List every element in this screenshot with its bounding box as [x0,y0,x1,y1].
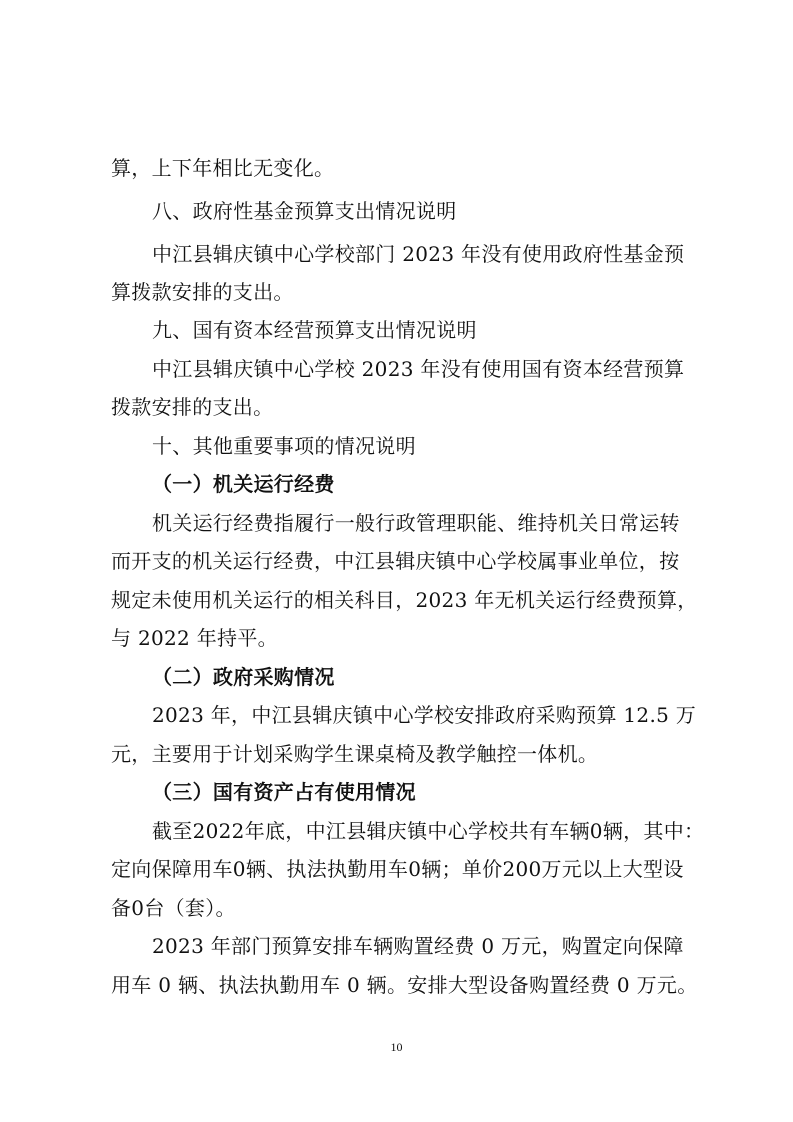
subsection-heading-1: （一）机关运行经费 [152,472,335,496]
paragraph-line: 机关运行经费指履行一般行政管理职能、维持机关日常运转 [152,511,680,535]
paragraph-line: 元，主要用于计划采购学生课桌椅及教学触控一体机。 [111,742,599,766]
paragraph-line: 中江县辑庆镇中心学校部门 2023 年没有使用政府性基金预 [152,242,685,266]
paragraph-line: 备0台（套）。 [111,896,236,920]
paragraph-line: 拨款安排的支出。 [111,395,274,419]
paragraph-line: 2023 年，中江县辑庆镇中心学校安排政府采购预算 12.5 万 [152,703,697,727]
paragraph-line: 用车 0 辆、执法执勤用车 0 辆。安排大型设备购置经费 0 万元。 [111,973,698,997]
section-heading-8: 八、政府性基金预算支出情况说明 [152,199,457,223]
paragraph-line: 算拨款安排的支出。 [111,280,294,304]
subsection-heading-2: （二）政府采购情况 [152,665,335,689]
paragraph-line: 规定未使用机关运行的相关科目，2023 年无机关运行经费预算， [111,588,698,612]
paragraph-line: 2023 年部门预算安排车辆购置经费 0 万元，购置定向保障 [152,934,684,958]
paragraph-line: 与 2022 年持平。 [111,626,278,650]
section-heading-9: 九、国有资本经营预算支出情况说明 [152,318,477,342]
paragraph-continuation: 算，上下年相比无变化。 [111,156,335,180]
paragraph-line: 而开支的机关运行经费，中江县辑庆镇中心学校属事业单位，按 [111,549,680,573]
paragraph-line: 中江县辑庆镇中心学校 2023 年没有使用国有资本经营预算 [152,357,685,381]
paragraph-line: 截至2022年底，中江县辑庆镇中心学校共有车辆0辆，其中： [152,819,705,843]
section-heading-10: 十、其他重要事项的情况说明 [152,434,416,458]
subsection-heading-3: （三）国有资产占有使用情况 [152,780,416,804]
paragraph-line: 定向保障用车0辆、执法执勤用车0辆；单价200万元以上大型设 [111,857,684,881]
page-number: 10 [390,1040,403,1054]
